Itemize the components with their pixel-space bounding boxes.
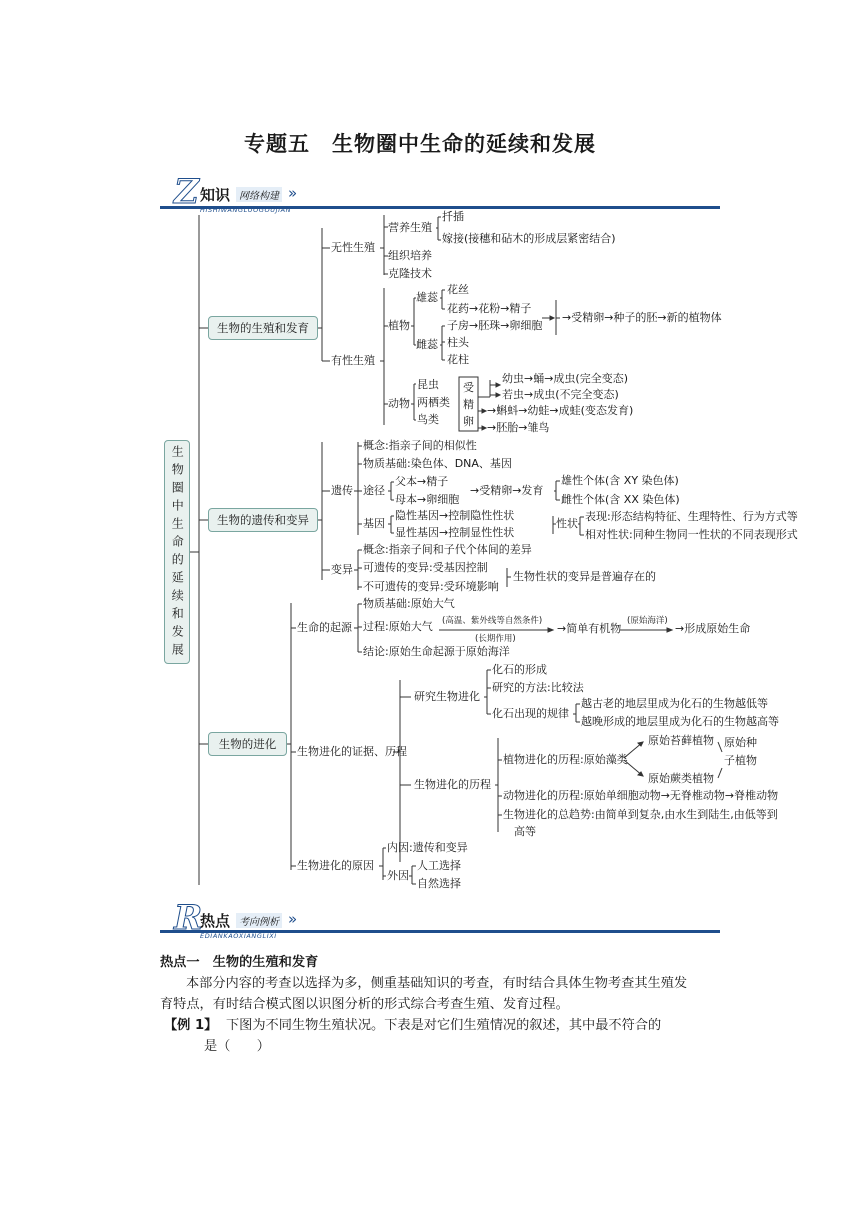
variation-concept: 概念:指亲子间和子代个体间的差异 [363, 543, 532, 556]
paragraph-line-2: 育特点，有时结合模式图以识图分析的形式综合考查生殖、发育过程。 [160, 997, 569, 1012]
banner-highlight: 考向例析 [236, 913, 282, 928]
variation-universal: 生物性状的变异是普遍存在的 [513, 570, 656, 583]
branch-evolution: 生物的进化 [208, 732, 287, 756]
internal-cause: 内因:遗传和变异 [387, 841, 468, 854]
animal-label: 动物 [388, 397, 410, 410]
amphibian-label: 两栖类 [417, 396, 450, 409]
banner-title: 知识 [200, 186, 231, 204]
plant-result: →受精卵→种子的胚→新的植物体 [562, 311, 722, 324]
male-individual: 雄性个体(含 XY 染色体) [561, 474, 679, 487]
heredity-concept: 概念:指亲子间的相似性 [363, 439, 477, 452]
cutting-label: 扦插 [442, 210, 464, 223]
cloning-label: 克隆技术 [388, 267, 432, 280]
dominant-gene: 显性基因→控制显性性状 [395, 526, 515, 539]
origin-conditions: (高温、紫外线等自然条件) [442, 616, 543, 626]
banner-highlight: 网络构建 [236, 187, 282, 202]
map-root [164, 440, 190, 664]
fossil-rule-older: 越古老的地层里成为化石的生物越低等 [581, 697, 768, 710]
section-heading: 热点一 生物的生殖和发育 [160, 955, 319, 970]
banner-arrows: » [288, 184, 298, 202]
fertilized-egg-label: 受精卵 [463, 381, 474, 428]
map-root-label: 生物圈中生命的延续和发展 [170, 445, 185, 661]
stamen-label: 雄蕊 [416, 291, 438, 304]
section-banner-hotspot [160, 898, 760, 942]
primitive-moss: 原始苔藓植物 [648, 734, 714, 747]
nonheritable-variation: 不可遗传的变异:受环境影响 [363, 580, 499, 593]
female-individual: 雌性个体(含 XX 染色体) [561, 493, 680, 506]
heredity-label: 遗传 [331, 484, 353, 497]
origin-process: 过程:原始大气 [363, 620, 433, 633]
fossil-formation: 化石的形成 [492, 663, 547, 676]
frog-development: →蝌蚪→幼蛙→成蛙(变态发育) [487, 404, 634, 417]
page-title: 专题五 生物圈中生命的延续和发展 [244, 132, 596, 156]
pistil-label: 雌蕊 [416, 338, 438, 351]
fertilize-chain: →受精卵→发育 [470, 484, 544, 497]
bird-development: →胚胎→雏鸟 [487, 421, 550, 434]
plant-history: 植物进化的历程:原始藻类 [503, 753, 628, 766]
comparative-method: 研究的方法:比较法 [492, 681, 584, 694]
sexual-label: 有性生殖 [331, 354, 375, 367]
origin-material: 物质基础:原始大气 [363, 597, 455, 610]
history-label: 生物进化的历程 [414, 778, 491, 791]
fossil-rule-younger: 越晚形成的地层里成为化石的生物越高等 [581, 715, 779, 728]
primitive-seed-plant-2: 子植物 [724, 754, 757, 767]
variation-label: 变异 [331, 563, 353, 576]
heritable-variation: 可遗传的变异:受基因控制 [363, 561, 488, 574]
branch-reproduction: 生物的生殖和发育 [208, 316, 318, 340]
grafting-label: 嫁接(接穗和砧木的形成层紧密结合) [442, 232, 616, 245]
example-label: 【例 1】 [164, 1018, 218, 1033]
trait-label: 性状 [556, 517, 578, 530]
complete-metamorphosis: 幼虫→蛹→成虫(完全变态) [502, 372, 629, 385]
anther-chain: 花药→花粉→精子 [447, 302, 532, 315]
plant-label: 植物 [388, 319, 410, 332]
filament-label: 花丝 [447, 283, 469, 296]
example-line-2: 是（ ） [204, 1039, 270, 1054]
evolution-trend-2: 高等 [514, 825, 536, 838]
column-label: 花柱 [447, 353, 469, 366]
banner-subtitle: HISHIWANGLUOGOUJIAN [200, 206, 292, 214]
insect-label: 昆虫 [417, 378, 439, 391]
ovary-chain: 子房→胚珠→卵细胞 [447, 319, 543, 332]
incomplete-metamorphosis: 若虫→成虫(不完全变态) [502, 388, 619, 401]
branch-genetics: 生物的遗传和变异 [208, 508, 318, 532]
mother-chain: 母本→卵细胞 [395, 493, 460, 506]
origin-label: 生命的起源 [297, 621, 352, 634]
research-label: 研究生物进化 [414, 690, 480, 703]
asexual-label: 无性生殖 [331, 241, 375, 254]
banner-letter: R [174, 898, 203, 938]
evolution-trend-1: 生物进化的总趋势:由简单到复杂,由水生到陆生,由低等到 [503, 808, 778, 821]
paragraph-line-1: 本部分内容的考查以选择为多，侧重基础知识的考查，有时结合具体生物考查其生殖发 [186, 976, 688, 991]
nutritive-label: 营养生殖 [388, 221, 432, 234]
origin-long-term: (长期作用) [475, 634, 516, 644]
recessive-gene: 隐性基因→控制隐性性状 [395, 509, 515, 522]
primitive-seed-plant-1: 原始种 [724, 736, 757, 749]
fossil-rule: 化石出现的规律 [492, 707, 569, 720]
simple-organic: →简单有机物 [557, 622, 622, 635]
origin-conclusion: 结论:原始生命起源于原始海洋 [363, 645, 510, 658]
relative-trait: 相对性状:同种生物同一性状的不同表现形式 [585, 528, 798, 541]
animal-history: 动物进化的历程:原始单细胞动物→无脊椎动物→脊椎动物 [503, 789, 779, 802]
heredity-material: 物质基础:染色体、DNA、基因 [363, 457, 512, 470]
primitive-fern: 原始蕨类植物 [648, 772, 714, 785]
father-chain: 父本→精子 [395, 475, 449, 488]
external-cause: 外因 [387, 869, 409, 882]
banner-letter: Z [174, 172, 199, 212]
banner-subtitle: EDIANKAOXIANGLIXI [200, 932, 277, 940]
gene-label: 基因 [363, 517, 385, 530]
primitive-ocean-note: (原始海洋) [627, 616, 668, 626]
example-line-1: 下图为不同生物生殖状况。下表是对它们生殖情况的叙述，其中最不符合的 [226, 1018, 662, 1033]
trait-expression: 表现:形态结构特征、生理特性、行为方式等 [585, 510, 798, 523]
style-label: 柱头 [447, 336, 469, 349]
banner-arrows: » [288, 910, 298, 928]
bird-label: 鸟类 [417, 413, 439, 426]
causes-label: 生物进化的原因 [297, 859, 374, 872]
natural-selection: 自然选择 [417, 877, 461, 890]
tissue-label: 组织培养 [388, 249, 432, 262]
evidence-label: 生物进化的证据、历程 [297, 745, 407, 758]
banner-title: 热点 [200, 912, 231, 930]
artificial-selection: 人工选择 [417, 859, 461, 872]
pathway-label: 途径 [363, 484, 385, 497]
primitive-life: →形成原始生命 [675, 622, 751, 635]
